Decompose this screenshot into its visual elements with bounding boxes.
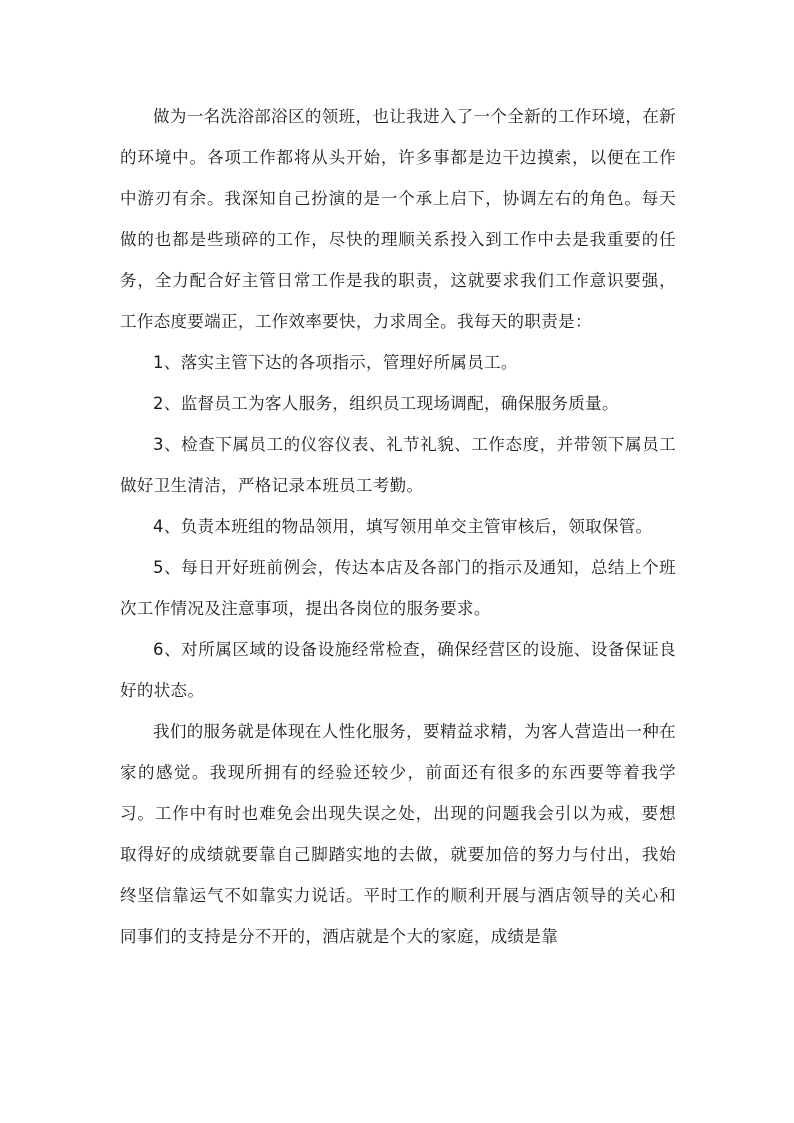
duty-item-5: 5、每日开好班前例会，传达本店及各部门的指示及通知，总结上个班次工作情况及注意事项，提出各岗位的服务要求。 [120, 558, 676, 618]
document-body [120, 96, 676, 957]
duty-item-6: 6、对所属区域的设备设施经常检查，确保经营区的设施、设备保证良好的状态。 [120, 640, 676, 700]
paragraph-conclusion: 我们的服务就是体现在人性化服务，要精益求精，为客人营造出一种在家的感觉。我现所拥有的经验还较少，前面还有很多的东西要等着我学习。工作中有时也难免会出现失误之处，出现的问题我会引以为戒，要想取得好的成绩就要靠自己脚踏实地的去做，就要加倍的努力与付出，我始终坚信靠运气不如靠实力说话。平时工作的顺利开展与酒店领导的关心和同事们的支持是分不开的，酒店就是个大的家庭，成绩是靠 [120, 722, 676, 946]
duty-item-3: 3、检查下属员工的仪容仪表、礼节礼貌、工作态度，并带领下属员工做好卫生清洁，严格记录本班员工考勤。 [120, 435, 676, 495]
duty-item-4: 4、负责本班组的物品领用，填写领用单交主管审核后，领取保管。 [153, 517, 653, 536]
duty-item-1: 1、落实主管下达的各项指示，管理好所属员工。 [153, 353, 518, 372]
paragraph-intro: 做为一名洗浴部浴区的领班，也让我进入了一个全新的工作环境，在新的环境中。各项工作都将从头开始，许多事都是边干边摸索，以便在工作中游刃有余。我深知自己扮演的是一个承上启下，协调左右的角色。每天做的也都是些琐碎的工作，尽快的理顺关系投入到工作中去是我重要的任务，全力配合好主管日常工作是我的职责，这就要求我们工作意识要强，工作态度要端正，工作效率要快，力求周全。我每天的职责是： [120, 107, 676, 331]
duty-item-2: 2、监督员工为客人服务，组织员工现场调配，确保服务质量。 [153, 394, 619, 413]
